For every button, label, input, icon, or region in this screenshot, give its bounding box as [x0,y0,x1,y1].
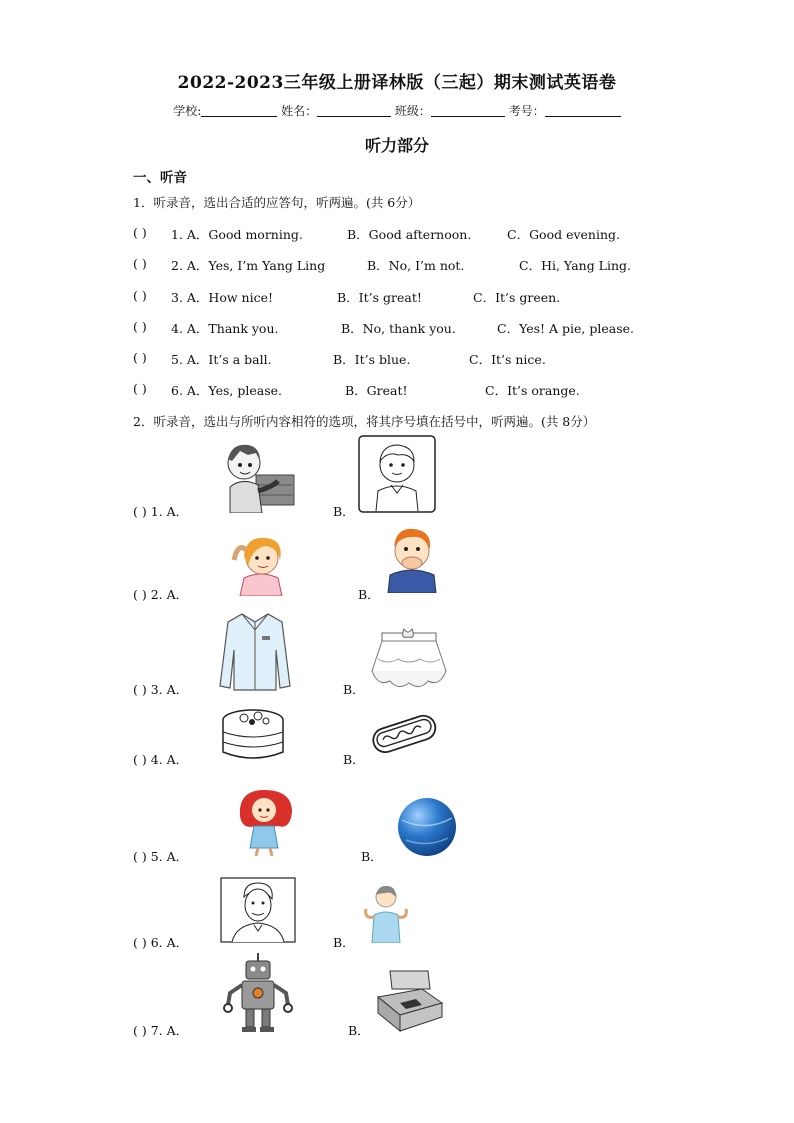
option-c: C．It’s nice. [469,352,546,367]
answer-paren[interactable]: ( ) [133,256,147,271]
option-b-label: B． [361,849,383,864]
number-blank[interactable] [545,104,621,117]
option-c: C．It’s green. [473,290,561,305]
robot-icon[interactable] [220,953,296,1033]
q1-instruction: 1．听录音，选出合适的应答句，听两遍。(共 6分） [133,195,421,210]
name-label: 姓名： [281,104,318,118]
man-portrait-icon[interactable] [220,877,296,943]
class-blank[interactable] [431,104,505,117]
section-title: 听力部分 [364,136,429,155]
option-a: 2. A．Yes, I’m Yang Ling [171,258,326,273]
answer-paren[interactable]: ( ) [133,319,147,334]
choice-question [133,256,693,274]
school-blank[interactable] [201,104,277,117]
picture-question-label[interactable]: ( ) 6. A． [133,935,189,950]
student-info-line [0,102,794,119]
class-label: 班级： [394,104,431,118]
picture-question-label[interactable]: ( ) 2. A． [133,587,189,602]
hot-dog-icon[interactable] [368,708,440,758]
option-c: C．Yes! A pie, please. [497,321,635,336]
option-c: C．Hi, Yang Ling. [519,258,631,273]
doll-icon[interactable] [234,786,298,856]
picture-question-label[interactable]: ( ) 5. A． [133,849,189,864]
option-b: B．It’s blue. [333,352,411,367]
option-b-label: B． [333,504,355,519]
answer-paren[interactable]: ( ) [133,381,147,396]
school-label: 学校: [173,104,202,118]
picture-question-label[interactable]: ( ) 4. A． [133,752,189,767]
option-b-label: B． [333,935,355,950]
page-title: 2022-2023三年级上册译林版（三起）期末测试英语卷 [177,73,617,93]
option-a: 6. A．Yes, please. [171,383,282,398]
jacket-icon[interactable] [218,610,292,692]
option-b-label: B． [348,1023,370,1038]
picture-question-label[interactable]: ( ) 7. A． [133,1023,189,1038]
part-title: 一、听音 [133,170,187,186]
option-b: B．Great! [345,383,408,398]
choice-question [133,381,693,399]
picture-question-label[interactable]: ( ) 1. A． [133,504,189,519]
option-a: 5. A．It’s a ball. [171,352,272,367]
answer-paren[interactable]: ( ) [133,225,147,240]
choice-question [133,225,693,243]
option-c: C．Good evening. [507,227,621,242]
woman-waving-icon[interactable] [360,883,412,943]
q2-instruction: 2．听录音，选出与所听内容相符的选项，将其序号填在括号中，听两遍。(共 8分） [133,414,596,429]
option-b: B．No, thank you. [341,321,456,336]
answer-paren[interactable]: ( ) [133,288,147,303]
picture-question-label[interactable]: ( ) 3. A． [133,682,189,697]
boy-portrait-icon[interactable] [358,435,436,513]
option-b-label: B． [343,682,365,697]
answer-paren[interactable]: ( ) [133,350,147,365]
option-b: B．Good afternoon. [347,227,472,242]
option-b-label: B． [343,752,365,767]
cake-icon[interactable] [218,706,288,762]
name-blank[interactable] [317,104,391,117]
girl-touching-ear-icon[interactable] [228,530,294,596]
option-c: C．It’s orange. [485,383,580,398]
boy-at-desk-icon[interactable] [218,441,296,513]
option-b: B．It’s great! [337,290,422,305]
option-a: 3. A．How nice! [171,290,273,305]
option-a: 4. A．Thank you. [171,321,279,336]
option-b: B．No, I’m not. [367,258,465,273]
pencil-box-icon[interactable] [370,967,444,1033]
choice-question [133,350,693,368]
option-b-label: B． [358,587,380,602]
option-a: 1. A．Good morning. [171,227,303,242]
choice-question [133,288,693,306]
choice-question [133,319,693,337]
boy-covering-mouth-icon[interactable] [384,523,440,593]
number-label: 考号： [508,104,545,118]
skirt-icon[interactable] [368,625,450,695]
ball-icon[interactable] [396,796,458,858]
